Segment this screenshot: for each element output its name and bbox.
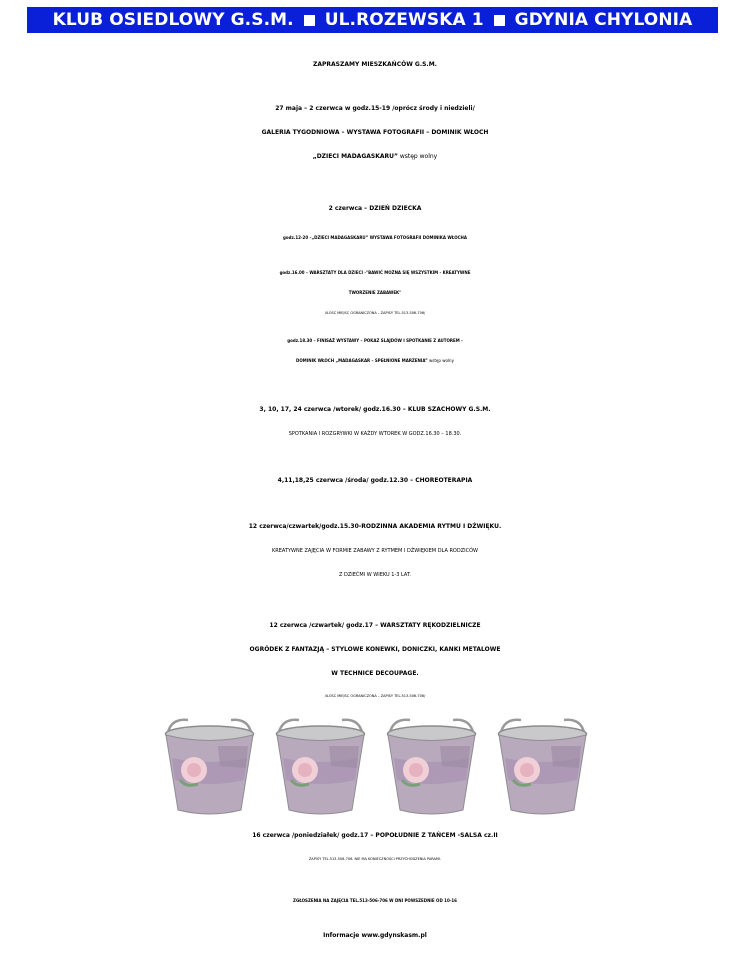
- header-club: KLUB OSIEDLOWY G.S.M.: [52, 10, 294, 30]
- square-bullet-icon: [494, 15, 505, 26]
- header-city: GDYNIA CHYLONIA: [514, 10, 693, 30]
- chess-title: 3, 10, 17, 24 czerwca /wtorek/ godz.16.30 – KLUB SZACHOWY G.S.M.: [259, 406, 491, 413]
- gallery-title: GALERIA TYGODNIOWA – WYSTAWA FOTOGRAFII – DOMINIK WŁOCH: [261, 129, 489, 136]
- childrens-day-item2-line2: TWORZENIE ZABAWEK": [348, 290, 402, 295]
- bucket-image: [269, 718, 372, 818]
- square-bullet-icon: [304, 15, 315, 26]
- decoupage-buckets-image: [158, 718, 594, 818]
- rhythm-desc-line1: KREATYWNE ZAJĘCIA W FORMIE ZABAWY Z RYTMEM I DŹWIĘKIEM DLA RODZICÓW: [272, 548, 478, 554]
- gallery-free-entry: wstęp wolny: [397, 153, 438, 160]
- crafts-line3: W TECHNICE DECOUPAGE.: [331, 670, 419, 677]
- header-banner: [27, 7, 718, 33]
- bucket-image: [158, 718, 261, 818]
- crafts-line2: OGRÓDEK Z FANTAZJĄ – STYLOWE KONEWKI, DONICZKI, KANKI METALOWE: [249, 646, 501, 653]
- rhythm-title: 12 czerwca/czwartek/godz.15.30-RODZINNA AKADEMIA RYTMU I DŹWIĘKU.: [248, 523, 502, 530]
- gallery-exhibition: [0, 153, 750, 160]
- childrens-day-item2-note: /ILOŚĆ MIEJSC OGRANICZONA – ZAPISY TEL.513-506-706/: [324, 311, 426, 315]
- gallery-exhibition-name: „DZIECI MADAGASKARU”: [312, 153, 398, 160]
- chess-desc: SPOTKANIA I ROZGRYWKI W KAŻDY WTOREK W GODZ.16.30 – 18.30.: [288, 431, 462, 437]
- finissage-free-entry: wstęp wolny: [427, 358, 454, 363]
- salsa-desc: ZAPISY TEL.513-506-706. NIE MA KONIECZNOŚCI PRZYCHODZENIA PARAMI.: [308, 857, 442, 861]
- crafts-note: /ILOŚĆ MIEJSC OGRANICZONA – ZAPISY TEL.513-506-706/: [324, 694, 426, 698]
- salsa-title: 16 czerwca /poniedziałek/ godz.17 – POPOŁUDNIE Z TAŃCEM -SALSA cz.II: [252, 832, 498, 839]
- bucket-image: [491, 718, 594, 818]
- finissage-title: DOMINIK WŁOCH „MADAGASKAR – SPEŁNIONE MARZENIA”: [296, 358, 428, 363]
- header-address: UL.ROZEWSKA 1: [324, 10, 484, 30]
- invite-title: ZAPRASZAMY MIESZKAŃCÓW G.S.M.: [313, 61, 437, 68]
- rhythm-desc-line2: Z DZIEĆMI W WIEKU 1-3 LAT.: [338, 572, 412, 578]
- crafts-line1: 12 czerwca /czwartek/ godz.17 – WARSZTATY RĘKODZIELNICZE: [269, 622, 481, 629]
- bucket-image: [380, 718, 483, 818]
- choreo-title: 4,11,18,25 czerwca /środa/ godz.12.30 – CHOREOTERAPIA: [277, 477, 473, 484]
- registration-info: ZGŁOSZENIA NA ZAJĘCIA TEL.513-506-706 W DNI POWSZEDNIE OD 10-16: [293, 898, 457, 903]
- childrens-day-item2-line1: godz.16.00 – WARSZTATY DLA DZIECI -"BAWIĆ MOŻNA SIĘ WSZYSTKIM - KREATYWNE: [279, 270, 471, 275]
- website-info: Informacje www.gdynskasm.pl: [323, 932, 427, 939]
- childrens-day-item3-line1: godz.18.30 – FINISAŻ WYSTAWY – POKAZ SLAJDÓW I SPOTKANIE Z AUTOREM -: [287, 338, 463, 343]
- childrens-day-title: 2 czerwca – DZIEŃ DZIECKA: [328, 205, 422, 212]
- childrens-day-item1: godz.12-20 –„DZIECI MADAGASKARU” WYSTAWA FOTOGRAFII DOMINIKA WŁOCHA: [283, 235, 467, 240]
- childrens-day-item3-line2: [0, 358, 750, 363]
- gallery-dates: 27 maja – 2 czerwca w godz.15-19 /oprócz środy i niedzieli/: [275, 105, 475, 112]
